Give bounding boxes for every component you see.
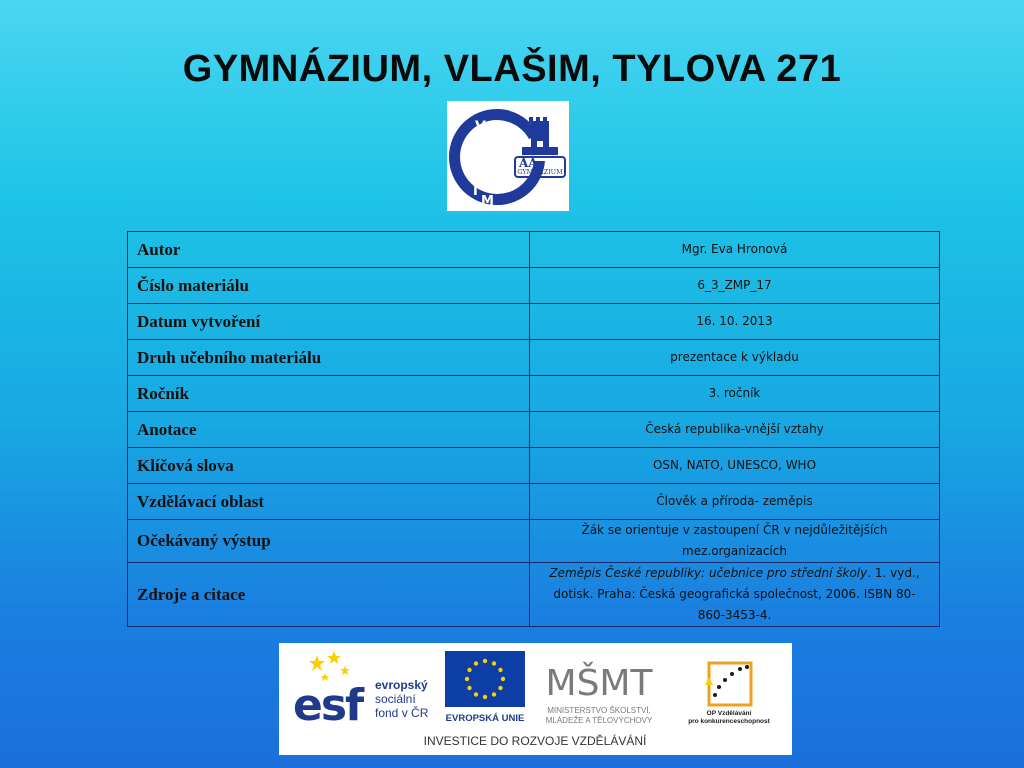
svg-text:V: V [475,119,486,135]
svg-text:I: I [473,184,478,199]
row-value: 16. 10. 2013 [530,304,940,340]
funding-banner [279,643,792,755]
table-row [128,376,940,412]
table-row [128,484,940,520]
svg-text:GYMNÁZIUM: GYMNÁZIUM [517,168,563,176]
svg-text:MŠMT: MŠMT [545,663,653,704]
page-title: GYMNÁZIUM, VLAŠIM, TYLOVA 271 [182,48,842,90]
eu-flag-logo [445,651,525,724]
svg-text:M: M [481,194,494,209]
svg-text:A: A [465,153,476,169]
table-row [128,563,940,627]
row-value: 3. ročník [530,376,940,412]
table-row [128,412,940,448]
school-logo [447,101,569,211]
row-value: OSN, NATO, UNESCO, WHO [530,448,940,484]
table-row [128,268,940,304]
svg-text:ĀĀ: ĀĀ [519,156,538,170]
op-vzdelavani-logo [688,663,770,725]
row-label: Anotace [128,412,530,448]
svg-text:EVROPSKÁ UNIE: EVROPSKÁ UNIE [445,713,525,724]
svg-text:MLÁDEŽE A TĚLOVÝCHOVY: MLÁDEŽE A TĚLOVÝCHOVY [545,716,653,725]
svg-text:sociální: sociální [375,692,416,706]
source-details: . 1. vyd., dotisk. Praha: Česká geografická společnost, 2006. ISBN 80-860-3453-4. [553,566,920,622]
svg-text:OP Vzdělávání: OP Vzdělávání [706,710,752,717]
material-info-table [127,231,940,627]
table-row [128,304,940,340]
star-icon [309,651,350,681]
row-label: Autor [128,232,530,268]
svg-text:esf: esf [293,680,363,731]
row-value [530,563,940,627]
svg-text:L: L [467,137,476,153]
row-value: 6_3_ZMP_17 [530,268,940,304]
row-label: Číslo materiálu [128,268,530,304]
row-label: Datum vytvoření [128,304,530,340]
row-value: Žák se orientuje v zastoupení ČR v nejdůležitějších mez.organizacích [530,520,940,563]
table-row [128,232,940,268]
table-row [128,448,940,484]
svg-text:fond v ČR: fond v ČR [375,706,429,720]
row-label: Zdroje a citace [128,563,530,627]
row-label: Klíčová slova [128,448,530,484]
row-label: Očekávaný výstup [128,520,530,563]
esf-logo [293,651,429,731]
row-label: Ročník [128,376,530,412]
row-value: prezentace k výkladu [530,340,940,376]
svg-text:MINISTERSTVO ŠKOLSTVÍ,: MINISTERSTVO ŠKOLSTVÍ, [547,706,651,715]
msmt-logo [546,662,654,725]
row-label: Druh učebního materiálu [128,340,530,376]
svg-text:evropský: evropský [375,678,428,692]
banner-footer: INVESTICE DO ROZVOJE VZDĚLÁVÁNÍ [423,734,647,748]
row-value: Člověk a příroda- zeměpis [530,484,940,520]
row-value: Česká republika-vnější vztahy [530,412,940,448]
source-title: Zeměpis České republiky: učebnice pro střední školy [549,566,868,580]
svg-text:Š: Š [467,169,478,185]
table-row [128,340,940,376]
row-value: Mgr. Eva Hronová [530,232,940,268]
svg-text:pro konkurenceschopnost: pro konkurenceschopnost [688,718,770,725]
row-label: Vzdělávací oblast [128,484,530,520]
table-row [128,520,940,563]
